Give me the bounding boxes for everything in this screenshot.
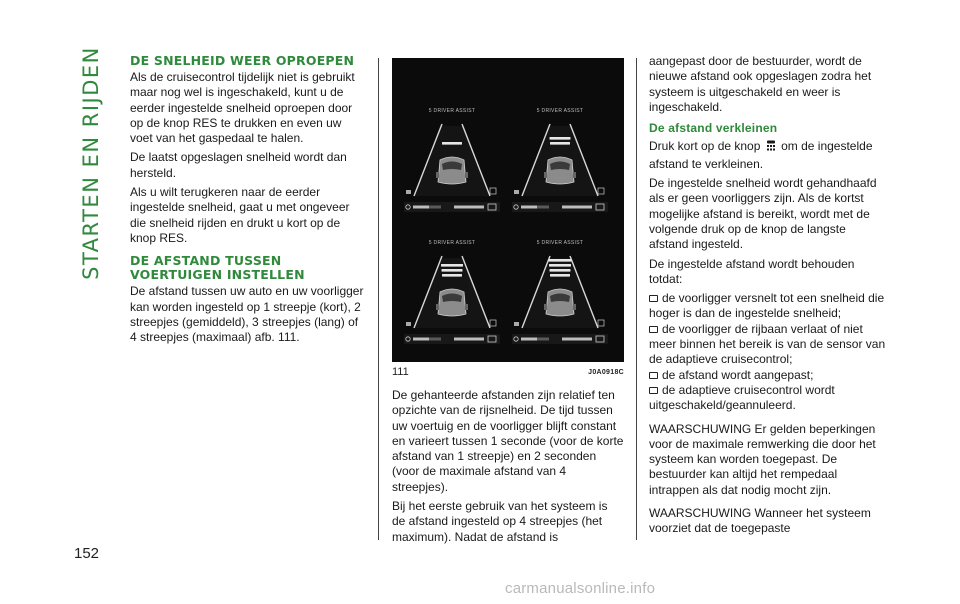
panel-title: 5 DRIVER ASSIST xyxy=(536,108,584,114)
car-mirror-right xyxy=(573,304,576,310)
figure-code: J0A0918C xyxy=(588,369,624,377)
panel-bottom-left xyxy=(402,234,502,356)
side-status-icon xyxy=(490,320,496,326)
page-number: 152 xyxy=(74,545,100,562)
condition-list xyxy=(649,291,887,413)
gauge-fill-left xyxy=(413,206,429,209)
temperature-icon xyxy=(406,190,411,194)
panel-title: 5 DRIVER ASSIST xyxy=(536,240,584,246)
paragraph: De ingestelde afstand wordt behouden totdat: xyxy=(649,256,855,286)
car-mirror-left xyxy=(436,304,439,310)
car-mirror-right xyxy=(465,304,468,310)
column-divider xyxy=(636,58,637,540)
column-middle xyxy=(392,58,624,549)
bullet-icon xyxy=(649,387,658,394)
paragraph: De laatst opgeslagen snelheid wordt dan hersteld. xyxy=(130,150,347,180)
driver-assist-graphic xyxy=(402,244,502,354)
section-side-title: STARTEN EN RIJDEN xyxy=(79,46,103,280)
distance-bar xyxy=(549,264,571,267)
panel-bottom-right xyxy=(510,234,610,356)
paragraph: aangepast door de bestuurder, wordt de nieuwe afstand ook opgeslagen zodra het systeem is uitgeschakeld en weer is ingeschakeld. xyxy=(649,54,872,114)
gauge-fill-left xyxy=(413,338,429,341)
distance-bar xyxy=(550,137,571,140)
side-status-icon xyxy=(490,188,496,194)
paragraph: Als u wilt terugkeren naar de eerder ingestelde snelheid, gaat u met ongeveer die snelheid rijden en drukt u kort op de knop RES. xyxy=(130,185,350,245)
side-status-icon xyxy=(598,188,604,194)
distance-bar xyxy=(550,142,570,145)
bullet-icon xyxy=(649,295,658,302)
paragraph: De gehanteerde afstanden zijn relatief ten opzichte van de rijsnelheid. De tijd tussen uw voertuig en de voorligger blijft constant en varieert tussen 1 seconde (voor de korte afstand van 1 streepje) en 2 seconden (voor de maximale afstand van 4 streepjes). xyxy=(392,388,624,494)
column-right xyxy=(649,54,887,541)
paragraph: Druk kort op de knop om de ingestelde afstand te verkleinen. xyxy=(649,139,873,171)
figure-caption xyxy=(392,366,624,380)
panel-top-left xyxy=(402,102,502,224)
side-status-icon xyxy=(598,320,604,326)
list-item: de voorligger de rijbaan verlaat of niet meer binnen het bereik is van de sensor van de adaptieve cruisecontrol; xyxy=(649,321,886,367)
list-item: de adaptieve cruisecontrol wordt uitgeschakeld/geannuleerd. xyxy=(649,382,835,413)
warning-paragraph: WAARSCHUWING Wanneer het systeem voorziet dat de toegepaste xyxy=(649,506,871,536)
gauge-bar-right xyxy=(454,206,484,209)
car-body-icon xyxy=(546,289,574,316)
temperature-icon xyxy=(406,322,411,326)
car-mirror-left xyxy=(544,304,547,310)
driver-assist-graphic xyxy=(510,244,610,354)
figure-111-driver-assist-displays xyxy=(392,58,624,362)
column-divider xyxy=(378,58,379,540)
car-windshield xyxy=(550,162,570,171)
panel-top-right xyxy=(510,102,610,224)
gauge-bar-right xyxy=(562,338,592,341)
gauge-bar-right xyxy=(562,206,592,209)
distance-bar xyxy=(442,142,462,145)
list-item: de afstand wordt aangepast; xyxy=(649,368,887,383)
panel-title: 5 DRIVER ASSIST xyxy=(428,240,476,246)
driver-assist-graphic xyxy=(402,112,502,222)
subheading-distance-decrease: De afstand verkleinen xyxy=(649,121,778,136)
temperature-icon xyxy=(514,322,519,326)
car-body-icon xyxy=(438,289,466,316)
car-mirror-left xyxy=(436,172,439,178)
heading-distance-setting: DE AFSTAND TUSSEN VOERTUIGEN INSTELLEN xyxy=(130,253,305,283)
distance-bar xyxy=(442,269,463,272)
warning-paragraph: WAARSCHUWING Er gelden beperkingen voor de maximale remwerking die door het systeem kan worden toegepast. De bestuurder kan altijd het rempedaal intrappen als dat nodig mocht zijn. xyxy=(649,421,876,497)
distance-bar xyxy=(441,264,463,267)
list-item: de voorligger versnelt tot een snelheid die hoger is dan de ingestelde snelheid; xyxy=(649,291,885,321)
driver-assist-graphic xyxy=(510,112,610,222)
car-windshield xyxy=(442,162,462,171)
gauge-fill-left xyxy=(521,206,537,209)
paragraph: De ingestelde snelheid wordt gehandhaafd als er geen voorliggers zijn. Als de kortst mogelijke afstand is bereikt, wordt met de volgende druk op de knop de langste afstand ingesteld. xyxy=(649,176,877,252)
distance-bar xyxy=(442,274,462,277)
heading-speed-recall: DE SNELHEID WEER OPROEPEN xyxy=(130,53,355,68)
car-windshield xyxy=(550,294,570,303)
bullet-icon xyxy=(649,372,658,379)
car-mirror-right xyxy=(465,172,468,178)
car-mirror-left xyxy=(544,172,547,178)
distance-bar xyxy=(549,259,572,262)
distance-bar xyxy=(550,269,571,272)
watermark-text: carmanualsonline.info xyxy=(505,580,656,597)
bullet-icon xyxy=(649,326,658,333)
car-mirror-right xyxy=(573,172,576,178)
temperature-icon xyxy=(514,190,519,194)
paragraph: Als de cruisecontrol tijdelijk niet is gebruikt maar nog wel is ingeschakeld, kunt u de eerder ingestelde snelheid oproepen door op de knop RES te drukken en even uw voet van het gaspedaal te halen. xyxy=(130,70,355,146)
panel-title: 5 DRIVER ASSIST xyxy=(428,108,476,114)
paragraph: De afstand tussen uw auto en uw voorligger kan worden ingesteld op 1 streepje (kort), 2 streepjes (gemiddeld), 3 streepjes (lang) of 4 streepjes (maximaal) afb. 111. xyxy=(130,284,364,345)
column-left xyxy=(130,54,366,349)
figure-number: 111 xyxy=(392,366,409,379)
gauge-fill-left xyxy=(521,338,537,341)
car-body-icon xyxy=(546,157,574,184)
distance-button-icon xyxy=(766,140,776,156)
car-body-icon xyxy=(438,157,466,184)
distance-bar xyxy=(550,274,570,277)
car-windshield xyxy=(442,294,462,303)
paragraph: Bij het eerste gebruik van het systeem is de afstand ingesteld op 4 streepjes (het maximum). Nadat de afstand is xyxy=(392,499,608,544)
gauge-bar-right xyxy=(454,338,484,341)
